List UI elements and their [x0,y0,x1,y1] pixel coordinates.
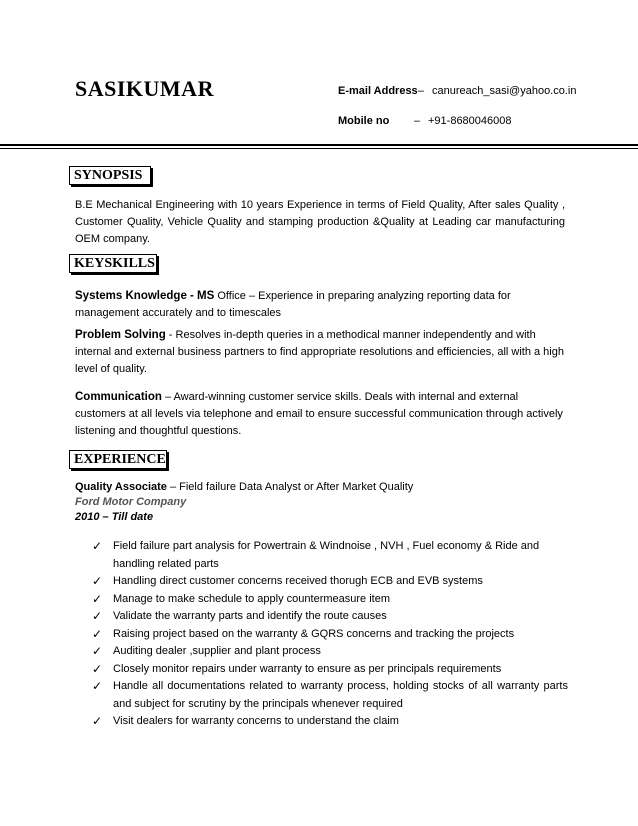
list-item [92,643,568,661]
checkmark-icon: ✓ [92,626,103,641]
keyskills-heading: KEYSKILLS [69,254,157,273]
list-item-text: Visit dealers for warranty concerns to understand the claim [113,715,399,727]
list-item [92,573,568,591]
job-dates: 2010 – Till date [75,511,154,523]
job-role: Quality Associate [75,481,167,493]
skill-communication [75,389,565,440]
list-item-text: Handle all documentations related to warranty process, holding stocks of all warranty parts and subject for scrutiny by the principals whenever required [113,680,568,710]
skill-label: Communication [75,391,162,403]
list-item-text: Manage to make schedule to apply countermeasure item [113,592,390,605]
list-item-text: Raising project based on the warranty & GQRS concerns and tracking the projects [113,627,515,640]
email-separator: – [418,85,425,97]
synopsis-heading: SYNOPSIS [69,166,151,185]
list-item [92,538,568,573]
list-item [92,591,568,609]
candidate-name: SASIKUMAR [75,76,214,101]
list-item-text: Handling direct customer concerns received thorugh ECB and EVB systems [113,575,483,587]
list-item [92,608,568,626]
mobile-value: +91-8680046008 [428,115,512,127]
header-rule-thick [0,144,638,146]
checkmark-icon: ✓ [92,679,103,693]
skill-problem-solving [75,327,565,378]
skill-text: - Resolves in-depth queries in a methodical manner independently and with internal and external business partners to find appropriate resolutions and efficiencies, all with a high level of quality. [75,329,564,375]
skill-systems-knowledge [75,288,565,322]
mobile-row [338,115,512,127]
mobile-label: Mobile no [338,115,390,127]
list-item-text: Validate the warranty parts and identify the route causes [113,610,387,622]
checkmark-icon: ✓ [92,539,103,553]
mobile-separator: – [414,115,421,127]
checkmark-icon: ✓ [92,644,103,658]
list-item [92,626,568,644]
experience-heading: EXPERIENCE [69,450,167,469]
skill-label: Problem Solving [75,329,166,341]
email-row [338,85,576,97]
list-item [92,661,568,679]
list-item-text: Closely monitor repairs under warranty to ensure as per principals requirements [113,662,502,675]
job-company: Ford Motor Company [75,496,187,508]
responsibility-list [92,538,568,731]
header-rule-thin [0,148,638,149]
checkmark-icon: ✓ [92,714,103,728]
checkmark-icon: ✓ [92,661,103,676]
checkmark-icon: ✓ [92,591,103,606]
skill-text: Office – Experience in preparing analyzing reporting data for management accurately and to timescales [75,290,511,319]
synopsis-text: B.E Mechanical Engineering with 10 years Experience in terms of Field Quality, After sales Quality , Customer Quality, Vehicle Quality and stamping production &Quality at Leading car manufacturing OEM company. [75,199,565,245]
list-item-text: Auditing dealer ,supplier and plant process [113,645,321,657]
list-item-text: Field failure part analysis for Powertrain & Windnoise , NVH , Fuel economy & Ride and handling related parts [113,540,540,570]
list-item [92,713,568,731]
skill-text: – Award-winning customer service skills. Deals with internal and external customers at all levels via telephone and email to ensure successful communication through actively listening and thoughtful questions. [75,391,563,437]
list-item [92,678,568,713]
skill-label: Systems Knowledge - MS [75,290,215,302]
checkmark-icon: ✓ [92,574,103,588]
email-label: E-mail Address [338,85,418,97]
job-title [75,481,413,493]
job-role-detail: – Field failure Data Analyst or After Market Quality [166,481,414,493]
checkmark-icon: ✓ [92,609,103,623]
email-value[interactable]: canureach_sasi@yahoo.co.in [432,85,577,97]
